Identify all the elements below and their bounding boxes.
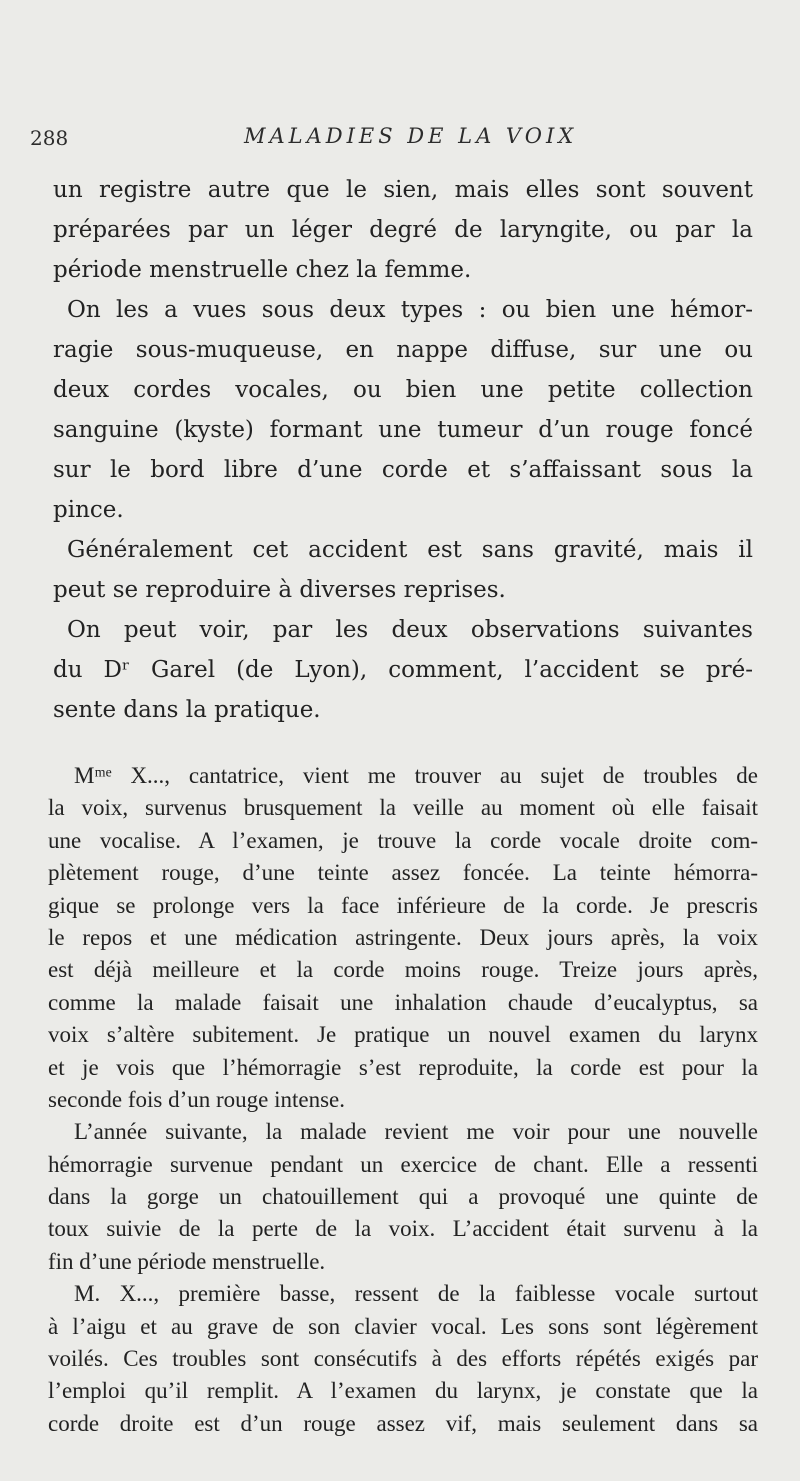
observation-line: plètement rouge, d’une teinte assez foncée. La teinte hémorra- xyxy=(48,860,758,886)
text-line: On peut voir, par les deux observations suivantes xyxy=(67,617,753,643)
text-line: du Dʳ Garel (de Lyon), comment, l’accident se pré- xyxy=(53,657,753,683)
observation-line: hémorragie survenue pendant un exercice de chant. Elle a ressenti xyxy=(48,1151,758,1177)
observation-line: et je vois que l’hémorragie s’est reproduite, la corde est pour la xyxy=(48,1054,758,1080)
text-line: On les a vues sous deux types : ou bien une hémor- xyxy=(67,297,753,323)
observation-line: la voix, survenus brusquement la veille au moment où elle faisait xyxy=(48,795,758,821)
observation-line: seconde fois d’un rouge intense. xyxy=(48,1086,346,1112)
main-text xyxy=(53,170,753,730)
text-line: ragie sous-muqueuse, en nappe diffuse, sur une ou xyxy=(53,337,753,363)
observation-line: corde droite est d’un rouge assez vif, mais seulement dans sa xyxy=(48,1410,758,1436)
text-line: un registre autre que le sien, mais elles sont souvent xyxy=(53,177,753,203)
page-number: 288 xyxy=(30,126,69,150)
observation-line: dans la gorge un chatouillement qui a provoqué une quinte de xyxy=(48,1184,758,1210)
observation-line: le repos et une médication astringente. Deux jours après, la voix xyxy=(48,924,758,950)
text-line: pince. xyxy=(53,497,124,523)
observation-line: M. X..., première basse, ressent de la faiblesse vocale surtout xyxy=(74,1281,758,1307)
text-line: préparées par un léger degré de laryngite, ou par la xyxy=(53,217,753,243)
observation-line: voilés. Ces troubles sont consécutifs à des efforts répétés exigés par xyxy=(48,1346,758,1372)
observation-line: Mᵐᵉ X..., cantatrice, vient me trouver au sujet de troubles de xyxy=(74,763,758,788)
text-line: sente dans la pratique. xyxy=(53,697,321,723)
observation-line: voix s’altère subitement. Je pratique un nouvel examen du larynx xyxy=(48,1022,758,1048)
text-line: deux cordes vocales, ou bien une petite collection xyxy=(53,377,753,403)
observation-line: est déjà meilleure et la corde moins rouge. Treize jours après, xyxy=(48,957,758,983)
observation-line: L’année suivante, la malade revient me voir pour une nouvelle xyxy=(74,1119,758,1145)
text-line: période menstruelle chez la femme. xyxy=(53,257,472,283)
observation-line: une vocalise. A l’examen, je trouve la corde vocale droite com- xyxy=(48,827,758,853)
running-title: MALADIES DE LA VOIX xyxy=(244,124,578,148)
observation-line: l’emploi qu’il remplit. A l’examen du larynx, je constate que la xyxy=(48,1378,758,1404)
text-line: sanguine (kyste) formant une tumeur d’un rouge foncé xyxy=(53,417,753,443)
observation-line: comme la malade faisait une inhalation chaude d’eucalyptus, sa xyxy=(48,989,758,1015)
observation-line: à l’aigu et au grave de son clavier vocal. Les sons sont légèrement xyxy=(48,1313,758,1339)
text-line: sur le bord libre d’une corde et s’affaissant sous la xyxy=(53,457,753,483)
observations-text xyxy=(48,760,758,1440)
text-line: peut se reproduire à diverses reprises. xyxy=(53,577,506,603)
page-header xyxy=(30,122,770,152)
text-line: Généralement cet accident est sans gravité, mais il xyxy=(67,537,753,563)
observation-line: gique se prolonge vers la face inférieure de la corde. Je prescris xyxy=(48,892,758,918)
observation-line: fin d’une période menstruelle. xyxy=(48,1248,326,1274)
observation-line: toux suivie de la perte de la voix. L’accident était survenu à la xyxy=(48,1216,758,1242)
